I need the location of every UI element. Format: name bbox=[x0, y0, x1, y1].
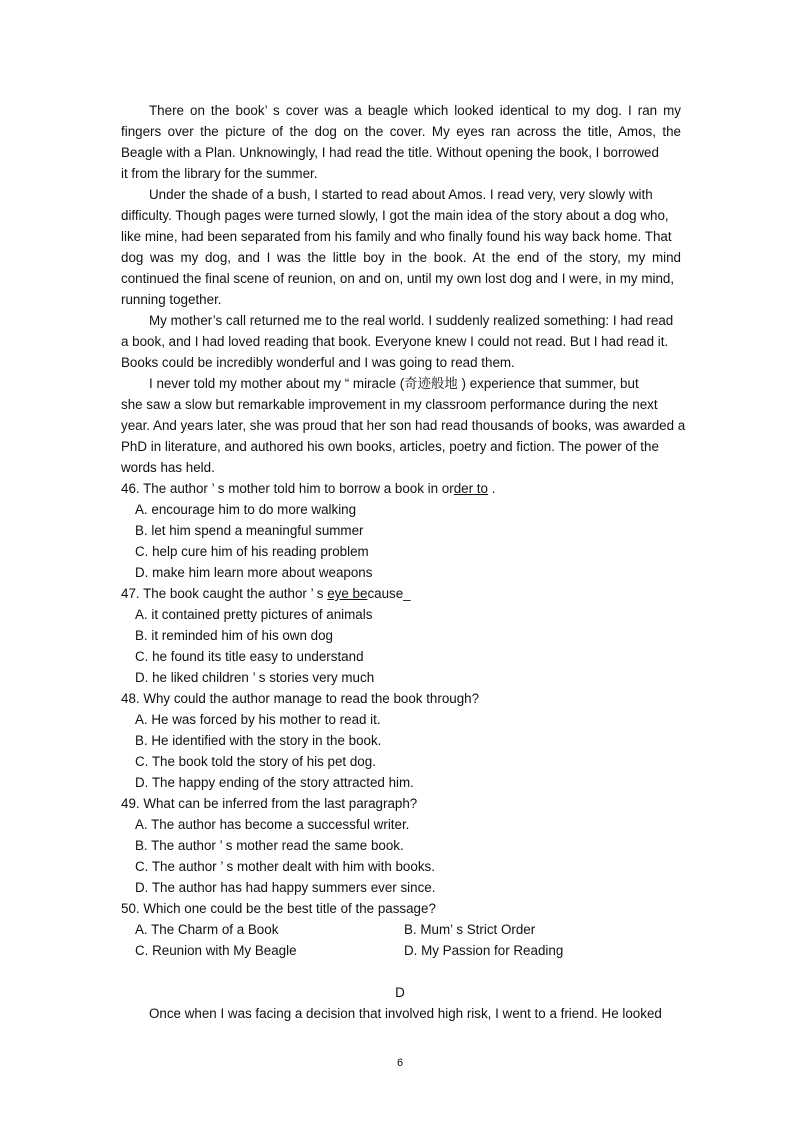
page-number: 6 bbox=[396, 1057, 404, 1069]
passage-line: continued the final scene of reunion, on and on, until my own lost dog and I were, in my mind, bbox=[121, 271, 675, 286]
question-stem: 50. Which one could be the best title of the passage? bbox=[121, 901, 436, 916]
passage-line: PhD in literature, and authored his own books, articles, poetry and fiction. The power of the bbox=[121, 439, 659, 454]
passage-line: running together. bbox=[121, 292, 222, 307]
question-stem: 46. The author ’ s mother told him to borrow a book in order to . bbox=[121, 481, 496, 496]
answer-option: B. He identified with the story in the book. bbox=[135, 733, 382, 748]
passage-line: dog was my dog, and I was the little boy in the book. At the end of the story, my mind bbox=[121, 250, 681, 265]
answer-option: D. make him learn more about weapons bbox=[135, 565, 373, 580]
answer-option: A. it contained pretty pictures of animals bbox=[135, 607, 373, 622]
answer-option: A. The author has become a successful writer. bbox=[135, 817, 410, 832]
answer-option: C. he found its title easy to understand bbox=[135, 649, 364, 664]
answer-option: B. it reminded him of his own dog bbox=[135, 628, 333, 643]
passage-line: My mother’s call returned me to the real world. I suddenly realized something: I had read bbox=[149, 313, 674, 328]
passage-line: fingers over the picture of the dog on the cover. My eyes ran across the title, Amos, the bbox=[121, 124, 681, 139]
passage-line: Under the shade of a bush, I started to read about Amos. I read very, very slowly with bbox=[149, 187, 653, 202]
answer-option: C. Reunion with My Beagle bbox=[135, 943, 297, 958]
passage-line: it from the library for the summer. bbox=[121, 166, 318, 181]
passage-line: Beagle with a Plan. Unknowingly, I had read the title. Without opening the book, I borrowed bbox=[121, 145, 659, 160]
answer-option: C. The book told the story of his pet dog. bbox=[135, 754, 376, 769]
answer-option: A. He was forced by his mother to read it. bbox=[135, 712, 381, 727]
answer-option: C. help cure him of his reading problem bbox=[135, 544, 369, 559]
passage-line: difficulty. Though pages were turned slowly, I got the main idea of the story about a dog who, bbox=[121, 208, 669, 223]
answer-option: B. let him spend a meaningful summer bbox=[135, 523, 364, 538]
passage-line: I never told my mother about my “ miracle (奇迹般地 ) experience that summer, but bbox=[149, 376, 639, 391]
passage-line: Books could be incredibly wonderful and I was going to read them. bbox=[121, 355, 515, 370]
answer-option: D. The author has had happy summers ever since. bbox=[135, 880, 436, 895]
passage-line: like mine, had been separated from his family and who finally found his way back home. That bbox=[121, 229, 672, 244]
passage-line: There on the book’ s cover was a beagle which looked identical to my dog. I ran my bbox=[149, 103, 681, 118]
passage-line: Once when I was facing a decision that involved high risk, I went to a friend. He looked bbox=[149, 1006, 662, 1021]
passage-line: she saw a slow but remarkable improvement in my classroom performance during the next bbox=[121, 397, 658, 412]
answer-option: D. The happy ending of the story attracted him. bbox=[135, 775, 414, 790]
answer-option: D. he liked children ’ s stories very much bbox=[135, 670, 375, 685]
answer-option: B. The author ’ s mother read the same book. bbox=[135, 838, 404, 853]
passage-line: year. And years later, she was proud that her son had read thousands of books, was awarded a bbox=[121, 418, 686, 433]
answer-option: A. encourage him to do more walking bbox=[135, 502, 357, 517]
section-heading: D bbox=[395, 985, 405, 1000]
answer-option: A. The Charm of a Book bbox=[135, 922, 279, 937]
answer-option: B. Mum’ s Strict Order bbox=[404, 922, 536, 937]
question-stem: 47. The book caught the author ’ s eye because_ bbox=[121, 586, 411, 601]
question-stem: 48. Why could the author manage to read the book through? bbox=[121, 691, 480, 706]
answer-option: D. My Passion for Reading bbox=[404, 943, 564, 958]
passage-line: words has held. bbox=[121, 460, 215, 475]
question-stem: 49. What can be inferred from the last paragraph? bbox=[121, 796, 418, 811]
answer-option: C. The author ’ s mother dealt with him with books. bbox=[135, 859, 435, 874]
passage-line: a book, and I had loved reading that book. Everyone knew I could not read. But I had read it. bbox=[121, 334, 669, 349]
